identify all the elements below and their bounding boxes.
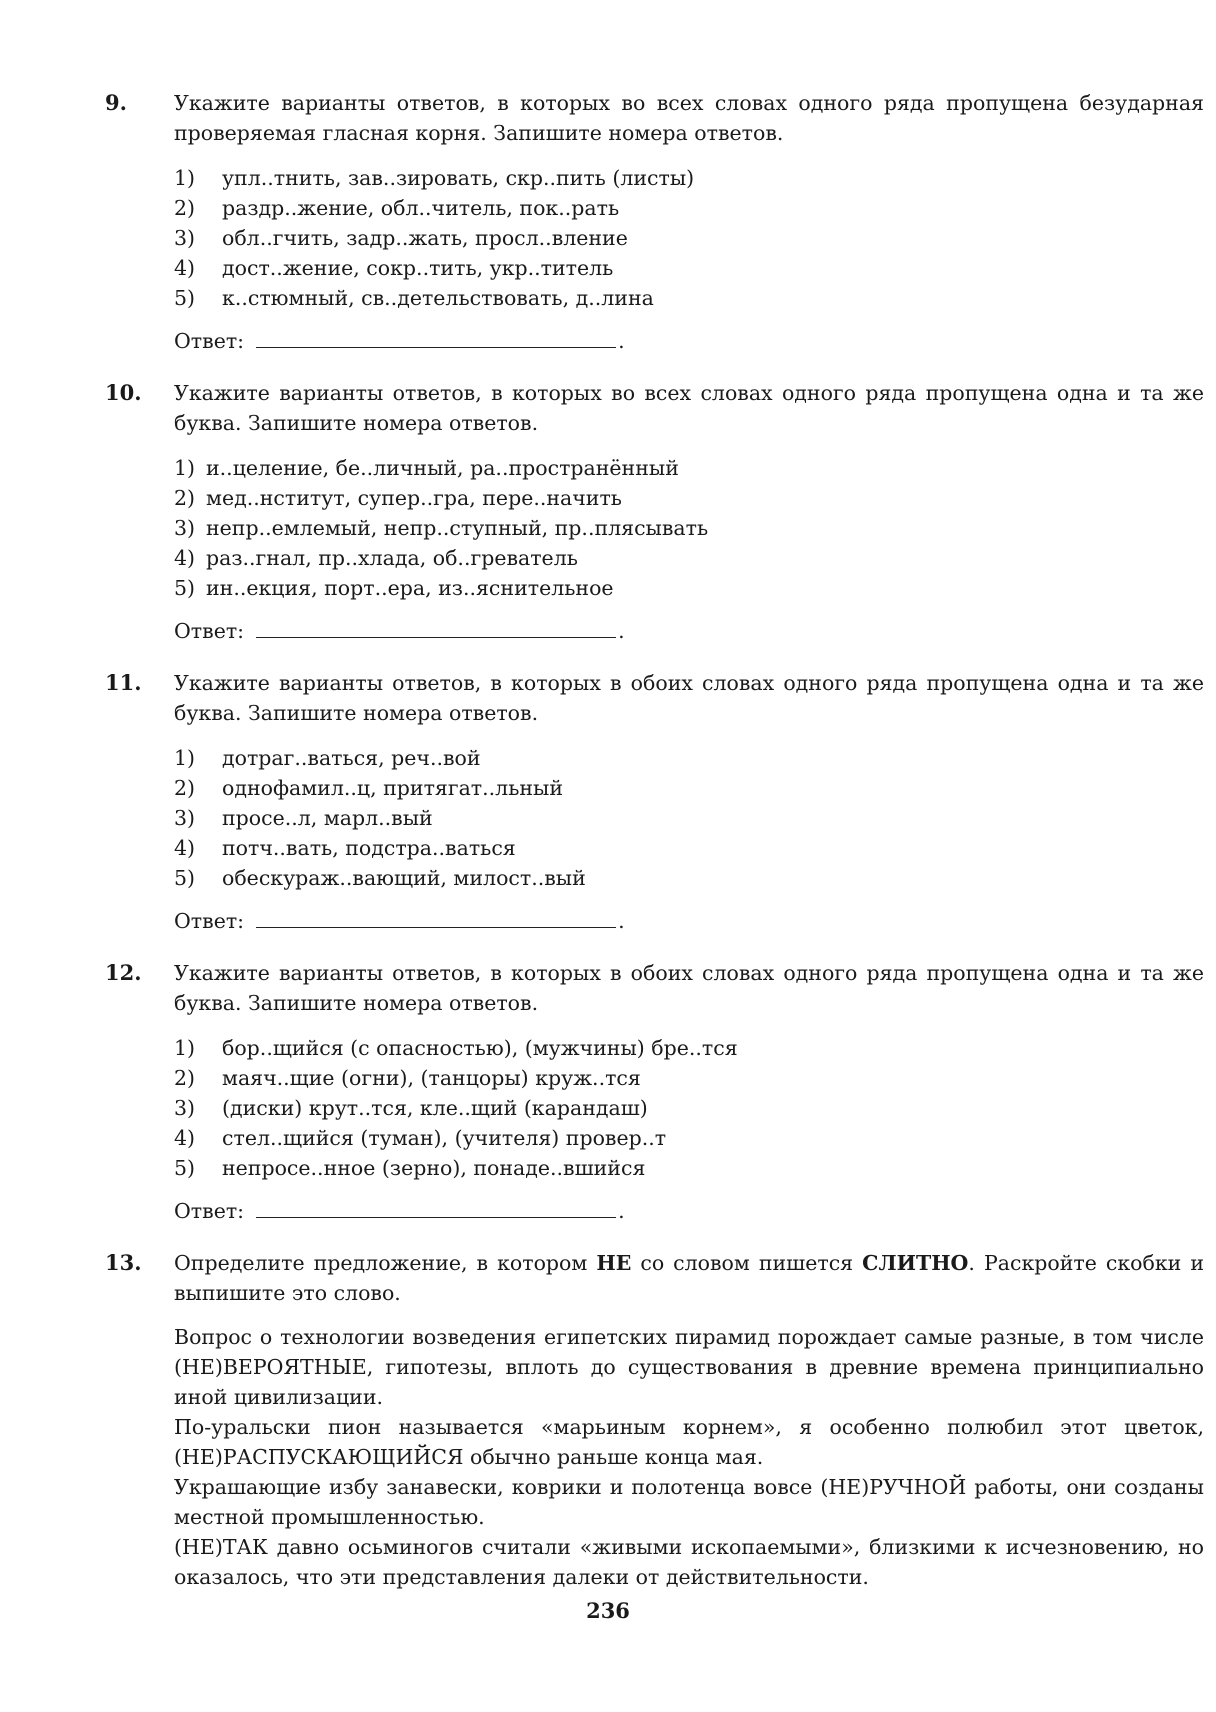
answer-row: Ответ: . — [174, 615, 625, 646]
option-text: и..целение, бе..личный, ра..пространённый — [206, 456, 679, 480]
option-number: 5) — [174, 576, 196, 600]
option-number: 4) — [174, 256, 196, 280]
option-item — [174, 1063, 738, 1093]
option-text: потч..вать, подстра..ваться — [222, 836, 516, 860]
option-text: непросе..нное (зерно), понаде..вшийся — [222, 1156, 646, 1180]
option-text: непр..емлемый, непр..ступный, пр..плясывать — [206, 516, 709, 540]
option-item — [174, 803, 586, 833]
prompt-emphasis: НЕ — [596, 1251, 632, 1275]
task-number: 9. — [105, 90, 127, 115]
answer-line[interactable] — [256, 905, 616, 928]
option-item — [174, 253, 694, 283]
option-number: 1) — [174, 1036, 196, 1060]
answer-line[interactable] — [256, 325, 616, 348]
option-text: маяч..щие (огни), (танцоры) круж..тся — [222, 1066, 641, 1090]
option-item — [174, 283, 694, 313]
option-number: 2) — [174, 486, 196, 510]
options-list — [174, 163, 694, 313]
option-text: раздр..жение, обл..читель, пок..рать — [222, 196, 620, 220]
answer-line[interactable] — [256, 615, 616, 638]
option-number: 5) — [174, 286, 196, 310]
task-number: 11. — [105, 670, 142, 695]
option-item — [174, 743, 586, 773]
option-number: 2) — [174, 1066, 196, 1090]
answer-row: Ответ: . — [174, 905, 625, 936]
option-text: стел..щийся (туман), (учителя) провер..т — [222, 1126, 667, 1150]
option-text: раз..гнал, пр..хлада, об..греватель — [206, 546, 578, 570]
option-text: однофамил..ц, притягат..льный — [222, 776, 564, 800]
option-number: 1) — [174, 456, 196, 480]
answer-label: Ответ: — [174, 1199, 245, 1223]
option-text: бор..щийся (с опасностью), (мужчины) бре..тся — [222, 1036, 738, 1060]
option-number: 1) — [174, 166, 196, 190]
options-list — [174, 743, 586, 893]
option-number: 4) — [174, 546, 196, 570]
options-list — [174, 1033, 738, 1183]
option-item — [174, 573, 708, 603]
option-number: 5) — [174, 866, 196, 890]
task-number: 13. — [105, 1250, 142, 1275]
option-number: 3) — [174, 226, 196, 250]
answer-row: Ответ: . — [174, 325, 625, 356]
option-item — [174, 1153, 738, 1183]
option-text: обл..гчить, задр..жать, просл..вление — [222, 226, 628, 250]
option-item — [174, 863, 586, 893]
answer-line[interactable] — [256, 1195, 616, 1218]
option-item — [174, 1033, 738, 1063]
option-text: просе..л, марл..вый — [222, 806, 433, 830]
option-item — [174, 483, 708, 513]
option-item — [174, 163, 694, 193]
answer-row: Ответ: . — [174, 1195, 625, 1226]
option-number: 4) — [174, 836, 196, 860]
option-item — [174, 513, 708, 543]
page-number: 236 — [586, 1598, 630, 1623]
answer-label: Ответ: — [174, 909, 245, 933]
option-item — [174, 773, 586, 803]
option-text: ин..екция, порт..ера, из..яснительное — [206, 576, 614, 600]
option-text: (диски) крут..тся, кле..щий (карандаш) — [222, 1096, 648, 1120]
prompt-text: со словом пишется — [631, 1251, 863, 1275]
option-number: 2) — [174, 776, 196, 800]
answer-label: Ответ: — [174, 619, 245, 643]
prompt-emphasis: СЛИТНО — [862, 1251, 969, 1275]
option-number: 2) — [174, 196, 196, 220]
option-number: 3) — [174, 1096, 196, 1120]
sentence-1: Вопрос о технологии возведения египетских пирамид порождает самые разные, в том числе (НЕ)ВЕРОЯТНЫЕ, гипотезы, вплоть до существования в древние времена принципиально иной цивилизации. — [174, 1325, 1204, 1409]
prompt-text: . Раскройте скобки и выпишите это слово. — [174, 1251, 1204, 1305]
option-item — [174, 223, 694, 253]
option-text: дотраг..ваться, реч..вой — [222, 746, 481, 770]
option-item — [174, 453, 708, 483]
option-item — [174, 193, 694, 223]
option-number: 3) — [174, 806, 196, 830]
option-item — [174, 1093, 738, 1123]
option-number: 5) — [174, 1156, 196, 1180]
option-item — [174, 833, 586, 863]
option-item — [174, 543, 708, 573]
task-prompt: Укажите варианты ответов, в которых во всех словах одного ряда пропущена одна и та же буква. Запишите номера ответов. — [174, 381, 1204, 435]
option-text: упл..тнить, зав..зировать, скр..пить (листы) — [222, 166, 695, 190]
task-number: 12. — [105, 960, 142, 985]
option-number: 3) — [174, 516, 196, 540]
prompt-text: Определите предложение, в котором — [174, 1251, 597, 1275]
sentence-3: Украшающие избу занавески, коврики и полотенца вовсе (НЕ)РУЧНОЙ работы, они созданы местной промышленностью. — [174, 1475, 1204, 1529]
task-prompt — [174, 1248, 1204, 1308]
sentence-4: (НЕ)ТАК давно осьминогов считали «живыми ископаемыми», близкими к исчезновению, но оказалось, что эти представления далеки от действительности. — [174, 1535, 1204, 1589]
option-text: мед..нститут, супер..гра, пере..начить — [206, 486, 622, 510]
task-prompt: Укажите варианты ответов, в которых во всех словах одного ряда пропущена безударная проверяемая гласная корня. Запишите номера ответов. — [174, 91, 1204, 145]
task-prompt: Укажите варианты ответов, в которых в обоих словах одного ряда пропущена одна и та же буква. Запишите номера ответов. — [174, 961, 1204, 1015]
task-number: 10. — [105, 380, 142, 405]
option-number: 1) — [174, 746, 196, 770]
options-list — [174, 453, 708, 603]
option-text: дост..жение, сокр..тить, укр..титель — [222, 256, 614, 280]
option-text: обескураж..вающий, милост..вый — [222, 866, 586, 890]
option-number: 4) — [174, 1126, 196, 1150]
option-item — [174, 1123, 738, 1153]
sentence-2: По-уральски пион называется «марьиным корнем», я особенно полюбил этот цветок, (НЕ)РАСПУСКАЮЩИЙСЯ обычно раньше конца мая. — [174, 1415, 1204, 1469]
option-text: к..стюмный, св..детельствовать, д..лина — [222, 286, 654, 310]
task-prompt: Укажите варианты ответов, в которых в обоих словах одного ряда пропущена одна и та же буква. Запишите номера ответов. — [174, 671, 1204, 725]
answer-label: Ответ: — [174, 329, 245, 353]
